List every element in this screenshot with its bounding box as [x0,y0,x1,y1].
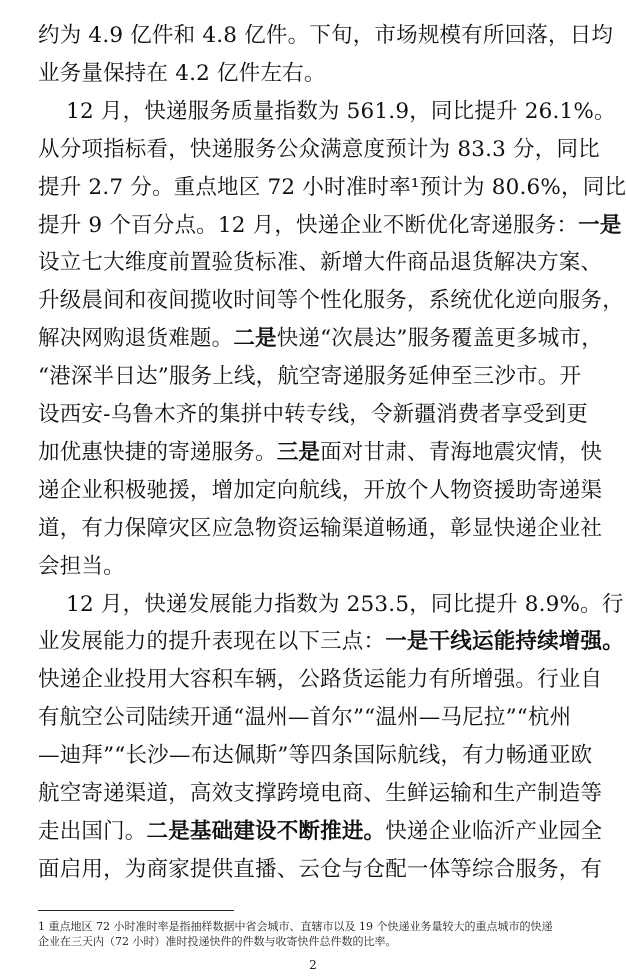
text-segment: 提升 9 个百分点。12 月，快递企业不断优化寄递服务： [38,212,579,238]
text-segment: 快递企业临沂产业园全 [385,818,603,844]
text-segment: 解决网购退货难题。 [38,326,234,352]
text-segment: 业发展能力的提升表现在以下三点： [38,629,386,655]
body-line [38,473,603,509]
text-segment: 12 月，快递服务质量指数为 561.9，同比提升 26.1%。 [38,98,616,124]
text-segment: 提升 2.7 分。重点地区 72 小时准时率¹预计为 80.6%，同比 [38,174,626,200]
footnote-line: 1 重点地区 72 小时准时率是指抽样数据中省会城市、直辖市以及 19 个快递业务量较大的重点城市的快递 [38,920,553,933]
body-line [38,94,616,130]
body-line [38,208,622,244]
footnote-divider [38,910,234,911]
body-line [38,624,624,660]
body-line [38,56,598,92]
body-line [38,549,598,585]
text-segment: 快递企业投用大容积车辆，公路货运能力有所增强。行业自 [38,667,603,693]
text-segment: 面启用，为商家提供直播、云仓与仓配一体等综合服务，有 [38,856,603,882]
text-segment: 道，有力保障灾区应急物资运输渠道畅通，彰显快递企业社 [38,515,603,541]
text-segment: 航空寄递渠道，高效支撑跨境电商、生鲜运输和生产制造等 [38,781,603,806]
body-line [38,776,603,812]
page-number: 2 [309,958,317,972]
text-segment: 设立七大维度前置验货标准、新增大件商品退货解决方案、 [38,250,603,276]
body-line [38,852,603,888]
body-line [38,587,624,623]
text-segment: 从分项指标看，快递服务公众满意度预计为 83.3 分，同比 [38,136,600,162]
body-line [38,245,603,281]
text-segment: 有航空公司陆续开通“温州—首尔”“温州—马尼拉”“杭州 [38,705,572,731]
body-line [38,738,598,774]
text-segment: 设西安-乌鲁木齐的集拼中转专线，令新疆消费者享受到更 [38,402,588,427]
text-segment: —迪拜”“长沙—布达佩斯”等四条国际航线，有力畅通亚欧 [38,743,593,769]
body-line [38,814,603,850]
body-line [38,511,603,547]
body-line [38,170,626,206]
bold-text-segment: 一是 [578,212,622,238]
body-line [38,132,598,168]
text-segment: 走出国门。 [38,818,147,844]
bold-text-segment: 一是干线运能持续增强。 [385,629,624,655]
text-segment: 业务量保持在 4.2 亿件左右。 [38,60,326,86]
text-segment: 约为 4.9 亿件和 4.8 亿件。下旬，市场规模有所回落，日均 [38,23,614,48]
bold-text-segment: 二是基础建设不断推进。 [146,818,386,844]
body-line [38,397,598,433]
body-line [38,18,614,54]
text-segment: 递企业积极驰援，增加定向航线，开放个人物资援助寄递渠 [38,477,603,503]
body-line [38,321,603,357]
body-line [38,435,603,471]
text-segment: 升级晨间和夜间揽收时间等个性化服务，系统优化逆向服务， [38,288,624,314]
text-segment: 面对甘肃、青海地震灾情，快 [320,439,603,465]
body-line [38,283,624,319]
body-line [38,359,598,395]
text-segment: 快递“次晨达”服务覆盖更多城市， [276,326,603,352]
text-segment: 会担当。 [38,553,125,579]
text-segment: “港深半日达”服务上线，航空寄递服务延伸至三沙市。开 [38,364,582,390]
text-segment: 加优惠快捷的寄递服务。 [38,439,277,465]
body-line [38,662,603,698]
text-segment: 12 月，快递发展能力指数为 253.5，同比提升 8.9%。行 [38,591,624,617]
body-line [38,700,598,736]
footnote-line: 企业在三天内（72 小时）准时投递快件的件数与收寄快件总件数的比率。 [38,935,397,948]
bold-text-segment: 二是 [233,326,277,352]
bold-text-segment: 三是 [276,439,321,465]
